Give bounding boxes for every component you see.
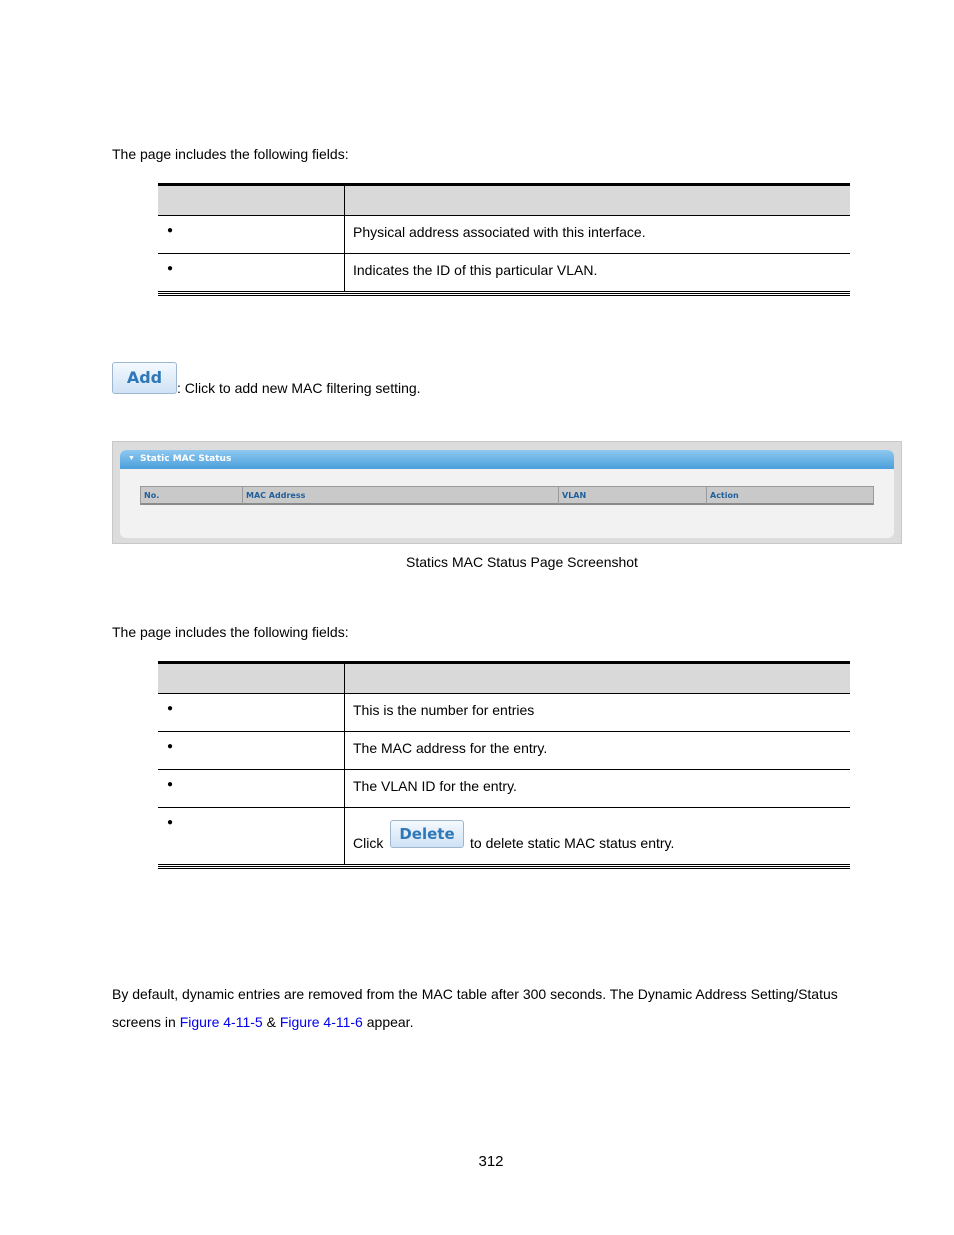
column-vlan: VLAN bbox=[558, 487, 706, 504]
bullet-icon: ● bbox=[167, 703, 174, 714]
row-description: Indicates the ID of this particular VLAN. bbox=[353, 262, 598, 278]
figure-caption: Statics MAC Status Page Screenshot bbox=[406, 554, 638, 570]
table-bottom-rule bbox=[158, 293, 850, 296]
table-row bbox=[158, 254, 850, 292]
table-row bbox=[158, 770, 850, 808]
row-click-text: Click bbox=[353, 835, 384, 851]
closing-line-2 bbox=[112, 1013, 413, 1031]
closing-text: screens in bbox=[112, 1014, 180, 1030]
column-action: Action bbox=[706, 487, 873, 504]
row-description: The MAC address for the entry. bbox=[353, 740, 548, 756]
add-button-description: : Click to add new MAC filtering setting. bbox=[177, 380, 421, 396]
column-no: No. bbox=[144, 491, 160, 500]
table-row bbox=[158, 732, 850, 770]
delete-button[interactable]: Delete bbox=[390, 820, 464, 848]
bullet-icon: ● bbox=[167, 741, 174, 752]
figure-link-4-11-6[interactable]: Figure 4-11-6 bbox=[279, 1014, 363, 1030]
closing-text: & bbox=[262, 1014, 280, 1030]
fields-table-status bbox=[158, 661, 850, 869]
row-description: to delete static MAC status entry. bbox=[470, 835, 675, 851]
page-number: 312 bbox=[478, 1153, 504, 1170]
figure-link-4-11-5[interactable]: Figure 4-11-5 bbox=[179, 1014, 263, 1030]
table-row bbox=[158, 216, 850, 254]
closing-line-1: By default, dynamic entries are removed from the MAC table after 300 seconds. The Dynamic Address Setting/Status bbox=[112, 986, 838, 1002]
row-description: This is the number for entries bbox=[353, 702, 535, 718]
static-mac-status-panel bbox=[120, 450, 894, 538]
column-mac-address: MAC Address bbox=[242, 487, 558, 504]
intro-text: The page includes the following fields: bbox=[112, 146, 349, 162]
intro-text: The page includes the following fields: bbox=[112, 624, 349, 640]
table-header bbox=[158, 186, 850, 216]
table-bottom-rule bbox=[158, 866, 850, 869]
closing-text: appear. bbox=[362, 1014, 414, 1030]
bullet-icon: ● bbox=[167, 817, 174, 828]
row-description: Physical address associated with this interface. bbox=[353, 224, 646, 240]
bullet-icon: ● bbox=[167, 263, 174, 274]
fields-table-mac bbox=[158, 183, 850, 296]
panel-title: Static MAC Status bbox=[140, 454, 232, 464]
table-header bbox=[158, 664, 850, 694]
bullet-icon: ● bbox=[167, 779, 174, 790]
collapse-triangle-icon[interactable]: ▼ bbox=[128, 455, 135, 462]
panel-title-bar bbox=[120, 450, 894, 469]
bullet-icon: ● bbox=[167, 225, 174, 236]
table-row bbox=[158, 808, 850, 865]
row-description: The VLAN ID for the entry. bbox=[353, 778, 517, 794]
table-row bbox=[158, 694, 850, 732]
add-button[interactable]: Add bbox=[112, 362, 177, 394]
static-mac-status-screenshot bbox=[112, 441, 902, 544]
status-table-header bbox=[140, 486, 874, 505]
